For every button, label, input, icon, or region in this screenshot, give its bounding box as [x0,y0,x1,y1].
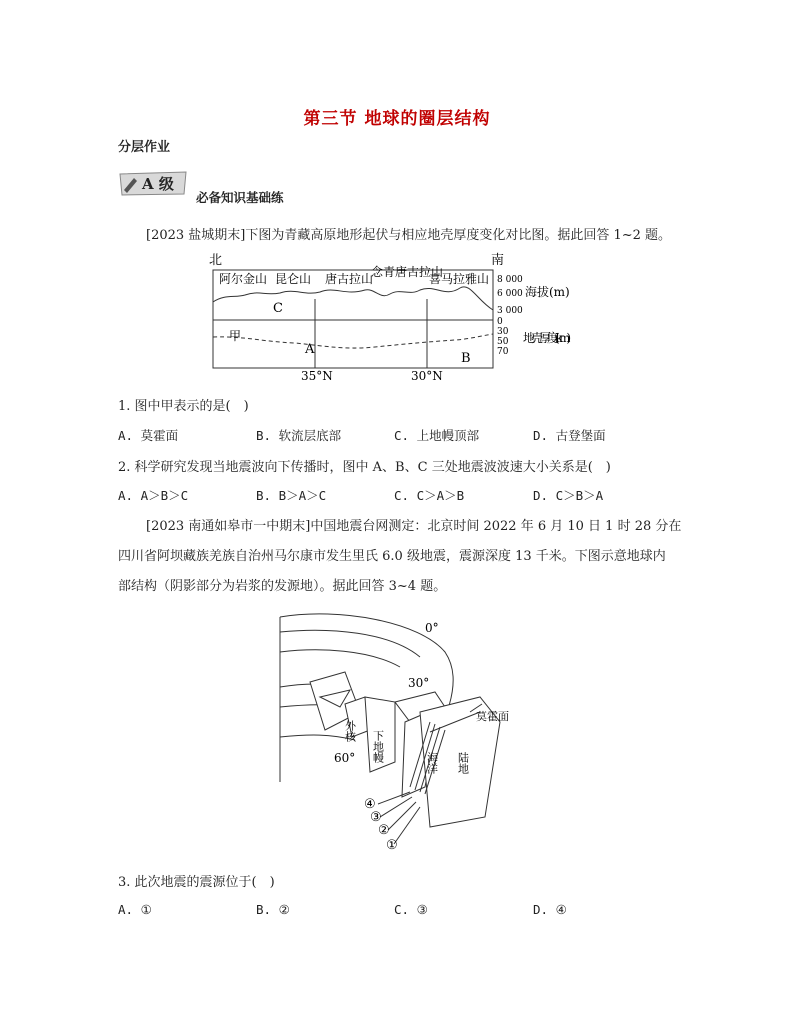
mountain-1: 阿尔金山 [219,272,268,286]
moho-line [213,334,493,348]
lat-35: 35°N [301,369,333,383]
svg-text:50: 50 [497,337,509,347]
badge-caption: 必备知识基础练 [196,190,284,205]
marker-2: ② [378,823,390,838]
q1-stem: 1. 图中甲表示的是( ) [118,399,249,414]
q2-option-d[interactable]: D. C＞B＞A [533,488,604,503]
altitude-unit: 海拔(m) [525,285,570,299]
label-a: A [305,342,315,357]
svg-text:3 000: 3 000 [497,306,523,316]
q2-option-c[interactable]: C. C＞A＞B [394,488,465,503]
lat-30: 30°N [411,369,443,383]
q3-stem: 3. 此次地震的震源位于( ) [118,875,275,890]
label-c: C [273,301,283,316]
intro-2-line-2: 四川省阿坝藏族羌族自治州马尔康市发生里氏 6.0 级地震，震源深度 13 千米。下图示意地球内 [118,549,666,564]
mountain-4: 念青唐古拉山 [371,265,444,279]
moho-label: 莫霍面 [476,710,509,723]
svg-text:70: 70 [497,347,509,357]
q3-option-a[interactable]: A. ① [118,902,152,917]
outer-core-label: 外核 [343,720,357,742]
ocean-label: 海洋 [425,752,439,774]
north-label: 北 [209,253,223,268]
mountain-2: 昆仑山 [275,272,312,286]
earth-structure-figure [270,612,520,857]
intro-1: [2023 盐城期末]下图为青藏高原地形起伏与相应地壳厚度变化对比图。据此回答 1~2 题。 [146,228,672,243]
marker-3: ③ [370,810,382,825]
q2-stem: 2. 科学研究发现当地震波向下传播时，图中 A、B、C 三处地震波波速大小关系是( ) [118,460,611,475]
badge-label: A 级 [142,175,174,193]
svg-text:0: 0 [497,317,503,327]
q1-option-d[interactable]: D. 古登堡面 [533,428,606,443]
mountain-5: 喜马拉雅山 [429,272,490,286]
q1-option-c[interactable]: C. 上地幔顶部 [394,428,480,443]
intro-2-line-3: 部结构（阴影部分为岩浆的发源地）。据此回答 3~4 题。 [118,579,447,594]
intro-2-line-1: [2023 南通如皋市一中期末]中国地震台网测定：北京时间 2022 年 6 月 10 日 1 时 28 分在 [146,519,682,534]
q2-option-a[interactable]: A. A＞B＞C [118,488,189,503]
svg-text:6 000: 6 000 [497,289,523,299]
deg-0: 0° [425,621,439,635]
level-badge [118,170,188,196]
lower-mantle-label: 下地幔 [371,730,385,763]
label-b: B [461,351,471,366]
mountain-3: 唐古拉山 [325,272,374,286]
q3-option-b[interactable]: B. ② [256,902,290,917]
q3-option-d[interactable]: D. ④ [533,902,567,917]
q3-option-c[interactable]: C. ③ [394,902,428,917]
section-heading: 分层作业 [118,140,171,155]
land-label: 陆地 [456,752,470,774]
crust-unit: 地壳厚度(km) [523,331,571,345]
terrain-line [213,287,493,310]
marker-4: ④ [364,797,376,812]
marker-1: ① [386,838,398,853]
page-title: 第三节 地球的圈层结构 [303,109,491,129]
svg-text:30: 30 [497,327,509,337]
badge-graphic [118,170,188,196]
svg-text:8 000: 8 000 [497,275,523,285]
deg-60: 60° [334,751,356,765]
label-jia: 甲 [229,329,242,343]
south-label: 南 [491,253,505,268]
q1-option-b[interactable]: B. 软流层底部 [256,428,342,443]
right-axis [497,275,523,357]
tibet-profile-figure [205,250,575,385]
q2-option-b[interactable]: B. B＞A＞C [256,488,327,503]
q1-option-a[interactable]: A. 莫霍面 [118,428,179,443]
deg-30: 30° [408,676,430,690]
